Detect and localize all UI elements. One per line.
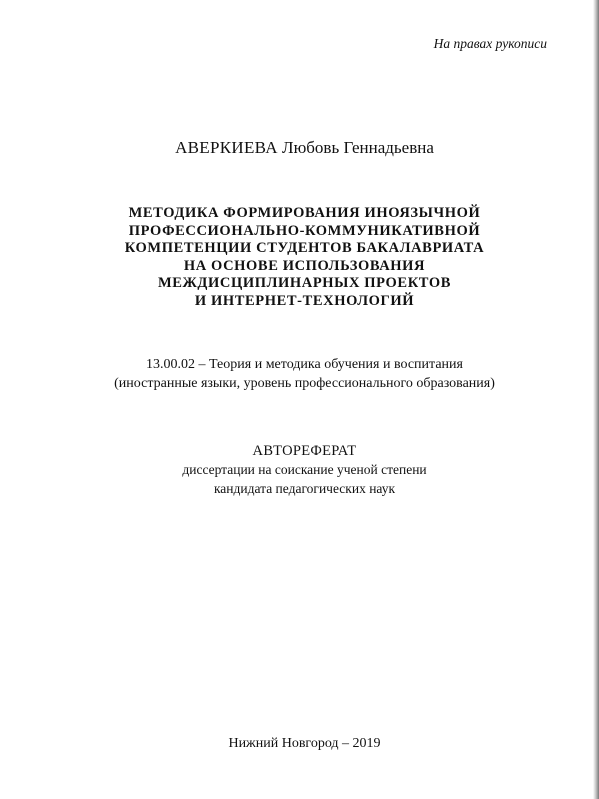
rights-note: На правах рукописи — [433, 36, 547, 51]
document-type: АВТОРЕФЕРАТ — [252, 443, 357, 459]
scan-edge-shadow — [593, 0, 599, 799]
title-line: МЕЖДИСЦИПЛИНАРНЫХ ПРОЕКТОВ — [157, 275, 452, 291]
title-line: НА ОСНОВЕ ИСПОЛЬЗОВАНИЯ — [183, 257, 426, 274]
title-line: ПРОФЕССИОНАЛЬНО-КОММУНИКАТИВНОЙ — [128, 222, 481, 239]
degree-line: диссертации на соискание ученой степени — [182, 462, 427, 477]
specialty-line: 13.00.02 – Теория и методика обучения и воспитания — [146, 357, 463, 372]
author-name — [0, 138, 599, 158]
degree-line: кандидата педагогических наук — [213, 480, 396, 496]
author-surname: АВЕРКИЕВА — [175, 138, 278, 157]
dissertation-title — [0, 205, 599, 310]
specialty-line: (иностранные языки, уровень профессионального образования) — [114, 376, 495, 391]
place-and-year: Нижний Новгород – 2019 — [228, 736, 381, 751]
author-given-names: Любовь Геннадьевна — [282, 138, 434, 157]
title-line: МЕТОДИКА ФОРМИРОВАНИЯ ИНОЯЗЫЧНОЙ — [128, 205, 481, 221]
degree-statement — [0, 461, 599, 498]
title-line: И ИНТЕРНЕТ-ТЕХНОЛОГИЙ — [194, 292, 415, 309]
title-line: КОМПЕТЕНЦИИ СТУДЕНТОВ БАКАЛАВРИАТА — [124, 240, 485, 256]
specialty-code — [0, 355, 599, 393]
